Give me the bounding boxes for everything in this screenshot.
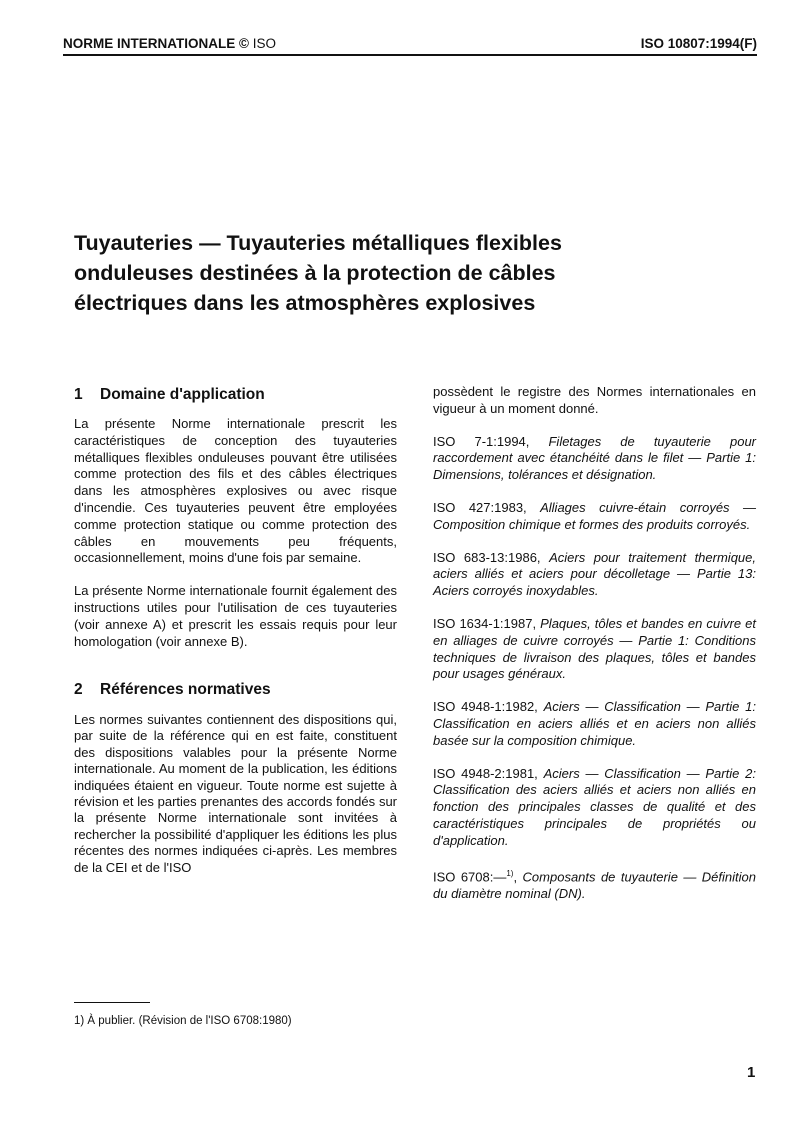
reference-code: ISO 7-1:1994, bbox=[433, 433, 530, 449]
reference-title: Plaques, tôles et bandes en cuivre et en alliages de cuivre corroyés — Partie 1: Conditions techniques de livraison des plaques, tôles et bandes pour usages généraux. bbox=[433, 615, 756, 682]
reference-title: Filetages de tuyauterie pour raccordement avec étanchéité dans le filet — Partie 1: Dimensions, tolérances et désignation. bbox=[433, 433, 756, 483]
paragraph: La présente Norme internationale prescrit les caractéristiques de conception des tuyauteries métalliques flexibles onduleuses pouvant être utilisées comme protection des fils et des câbles électriques dans les atmosphères explosives ou avec risque d'incendie. Ces tuyauteries peuvent être employées comme protection statique ou comme protection des câbles en mouvements peu fréquents, occasionnellement, moins d'une fois par semaine. bbox=[74, 416, 397, 566]
paragraph: possèdent le registre des Normes internationales en vigueur à un moment donné. bbox=[433, 384, 756, 416]
reference-title: Alliages cuivre-étain corroyés — Composition chimique et formes des produits corroyés. bbox=[433, 499, 756, 532]
section-title: Domaine d'application bbox=[100, 386, 265, 403]
reference-code: ISO 1634-1:1987, bbox=[433, 615, 537, 631]
reference-code: ISO 683-13:1986, bbox=[433, 549, 541, 565]
reference-title: Aciers pour traitement thermique, aciers alliés et aciers pour décolletage — Partie 13: Aciers corroyés inoxydables. bbox=[433, 549, 756, 599]
section-number: 1 bbox=[74, 386, 83, 403]
title-line: Tuyauteries — Tuyauteries métalliques flexibles bbox=[74, 231, 562, 255]
paragraph: La présente Norme internationale fournit également des instructions utiles pour l'utilisation de ces tuyauteries (voir annexe A) et prescrit les essais requis pour leur homologation (voir annexe B). bbox=[74, 583, 397, 649]
reference-title: Composants de tuyauterie — Définition du diamètre nominal (DN). bbox=[433, 868, 756, 901]
page-number: 1 bbox=[747, 1064, 756, 1081]
reference-item bbox=[433, 766, 756, 850]
reference-item bbox=[433, 550, 756, 600]
reference-item bbox=[433, 866, 756, 903]
document-title bbox=[74, 228, 764, 318]
reference-item bbox=[433, 434, 756, 484]
reference-code: ISO 427:1983, bbox=[433, 499, 527, 515]
title-line: électriques dans les atmosphères explosives bbox=[74, 291, 536, 315]
footnote-divider bbox=[74, 1002, 150, 1003]
section-2-intro bbox=[74, 712, 397, 892]
footnote: 1) À publier. (Révision de l'ISO 6708:1980) bbox=[74, 1015, 292, 1027]
section-2-heading bbox=[74, 681, 271, 699]
reference-code: ISO 4948-2:1981, bbox=[433, 765, 538, 781]
page-header bbox=[63, 34, 757, 56]
paragraph: Les normes suivantes contiennent des dispositions qui, par suite de la référence qui en est faite, constituent des dispositions valables pour la présente Norme internationale. Au moment de la publication, les éditions indiquées étaient en vigueur. Toute norme est sujette à révision et les parties prenantes des accords fondés sur la présente Norme internationale sont invitées à rechercher la possibilité d'appliquer les éditions les plus récentes des normes indiquées ci-après. Les membres de la CEI et de l'ISO bbox=[74, 712, 397, 875]
reference-title: Aciers — Classification — Partie 2: Classification des aciers alliés et aciers non alliés en fonction des principales classes de qualité et des caractéristiques principales de propriétés ou d'application. bbox=[433, 765, 756, 848]
header-standard-number: ISO 10807:1994(F) bbox=[640, 36, 757, 51]
reference-code-punct: , bbox=[513, 868, 518, 884]
right-column bbox=[433, 384, 756, 918]
section-number: 2 bbox=[74, 681, 83, 698]
reference-item bbox=[433, 699, 756, 749]
section-title: Références normatives bbox=[100, 681, 271, 698]
reference-code: ISO 6708:— bbox=[433, 868, 507, 884]
title-line: onduleuses destinées à la protection de câbles bbox=[74, 261, 556, 285]
reference-item bbox=[433, 616, 756, 683]
reference-code: ISO 4948-1:1982, bbox=[433, 699, 538, 715]
reference-title: Aciers — Classification — Partie 1: Classification en aciers alliés et en aciers non alliés basée sur la composition chimique. bbox=[433, 699, 756, 748]
header-left-bold: NORME INTERNATIONALE © bbox=[63, 36, 249, 51]
header-standard-type bbox=[63, 36, 276, 51]
header-left-regular: ISO bbox=[252, 36, 276, 51]
section-1-heading bbox=[74, 386, 265, 404]
section-1-body bbox=[74, 416, 397, 666]
reference-item bbox=[433, 500, 756, 534]
footnote-marker: 1) bbox=[506, 868, 514, 878]
